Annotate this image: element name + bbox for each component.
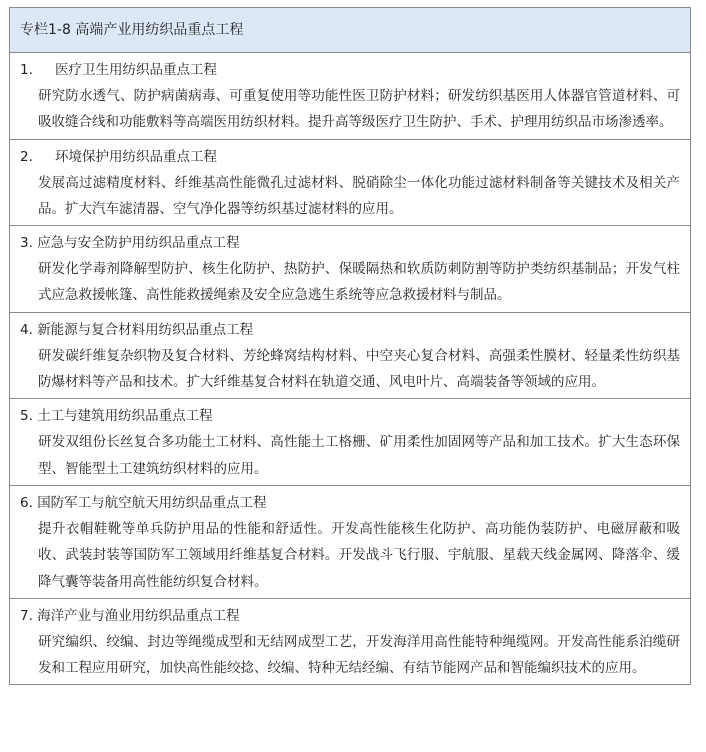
section-title bbox=[20, 490, 680, 516]
section-new-energy bbox=[10, 313, 690, 400]
section-title-text: 海洋产业与渔业用纺织品重点工程 bbox=[37, 607, 240, 624]
section-body: 研发双组份长丝复合多功能土工材料、高性能土工格栅、矿用柔性加固网等产品和加工技术。扩大生态环保型、智能型土工建筑纺织材料的应用。 bbox=[38, 434, 680, 477]
section-defense bbox=[10, 486, 690, 599]
content-panel bbox=[9, 7, 691, 685]
section-environment bbox=[10, 140, 690, 227]
section-marine bbox=[10, 599, 690, 685]
section-body: 发展高过滤精度材料、纤维基高性能微孔过滤材料、脱硝除尘一体化功能过滤材料制备等关键技术及相关产品。扩大汽车滤清器、空气净化器等纺织基过滤材料的应用。 bbox=[38, 174, 680, 217]
section-number: 7. bbox=[20, 607, 33, 624]
section-number: 3. bbox=[20, 235, 33, 252]
section-geotech bbox=[10, 399, 690, 486]
section-title bbox=[20, 403, 680, 429]
section-number: 5. bbox=[20, 408, 33, 425]
section-body: 研究编织、绞编、封边等绳缆成型和无结网成型工艺，开发海洋用高性能特种绳缆网。开发高性能系泊缆研发和工程应用研究，加快高性能绞捻、绞编、特种无结经编、有结节能网产品和智能编织技术的应用。 bbox=[38, 633, 680, 677]
section-medical bbox=[10, 53, 690, 140]
section-body: 提升衣帽鞋靴等单兵防护用品的性能和舒适性。开发高性能核生化防护、高功能伪装防护、电磁屏蔽和吸收、武装封装等国防军工领域用纤维基复合材料。开发战斗飞行服、宇航服、星载天线金属网、降落伞、缓降气囊等装备用高性能纺织复合材料。 bbox=[38, 520, 680, 590]
panel-header: 专栏1-8 高端产业用纺织品重点工程 bbox=[10, 8, 690, 53]
section-title-text: 国防军工与航空航天用纺织品重点工程 bbox=[37, 494, 267, 511]
section-emergency bbox=[10, 226, 690, 313]
section-title-text: 土工与建筑用纺织品重点工程 bbox=[37, 408, 213, 425]
section-title-text: 应急与安全防护用纺织品重点工程 bbox=[37, 235, 240, 252]
section-body: 研究防水透气、防护病菌病毒、可重复使用等功能性医卫防护材料；研发纺织基医用人体器官管道材料、可吸收缝合线和功能敷料等高端医用纺织材料。提升高等级医疗卫生防护、手术、护理用纺织品市场渗透率。 bbox=[38, 88, 680, 131]
section-title-text: 环境保护用纺织品重点工程 bbox=[55, 148, 217, 165]
section-title bbox=[20, 230, 680, 256]
section-title-text: 医疗卫生用纺织品重点工程 bbox=[55, 62, 217, 78]
section-title-text: 新能源与复合材料用纺织品重点工程 bbox=[37, 321, 254, 338]
section-number: 4. bbox=[20, 321, 33, 338]
section-title bbox=[20, 603, 680, 629]
section-title bbox=[20, 57, 680, 83]
section-title bbox=[20, 317, 680, 343]
section-number: 1. bbox=[20, 62, 33, 78]
section-number: 6. bbox=[20, 494, 33, 511]
section-number: 2. bbox=[20, 148, 33, 165]
section-body: 研发化学毒剂降解型防护、核生化防护、热防护、保暖隔热和软质防刺防割等防护类纺织基制品；开发气柱式应急救援帐篷、高性能救援绳索及安全应急逃生系统等应急救援材料与制品。 bbox=[38, 261, 680, 304]
section-body: 研发碳纤维复杂织物及复合材料、芳纶蜂窝结构材料、中空夹心复合材料、高强柔性膜材、轻量柔性纺织基防爆材料等产品和技术。扩大纤维基复合材料在轨道交通、风电叶片、高端装备等领域的应用。 bbox=[38, 347, 680, 391]
section-title bbox=[20, 144, 680, 170]
